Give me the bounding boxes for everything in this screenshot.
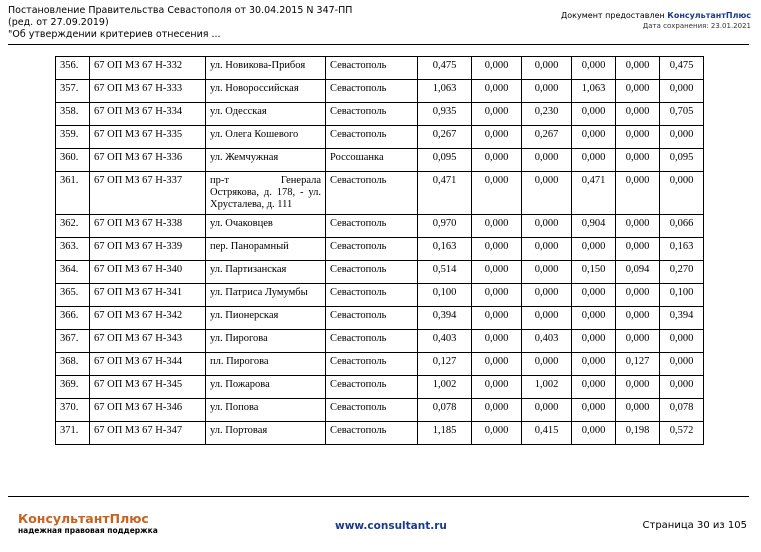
length-value-2: 0,000 [472, 215, 522, 238]
length-value-5: 0,000 [616, 215, 660, 238]
consultant-logo [18, 512, 158, 535]
street-name: ул. Пирогова [206, 330, 326, 353]
length-value-1: 1,002 [418, 376, 472, 399]
length-value-3: 0,000 [522, 80, 572, 103]
length-value-2: 0,000 [472, 399, 522, 422]
document-title [8, 5, 368, 41]
length-value-2: 0,000 [472, 353, 522, 376]
length-value-5: 0,127 [616, 353, 660, 376]
table-row [56, 399, 704, 422]
table-row [56, 215, 704, 238]
locality: Севастополь [326, 103, 418, 126]
road-code: 67 ОП МЗ 67 Н-341 [90, 284, 206, 307]
road-code: 67 ОП МЗ 67 Н-343 [90, 330, 206, 353]
street-name: ул. Очаковцев [206, 215, 326, 238]
doc-title-line-1: Постановление Правительства Севастополя от 30.04.2015 N 347-ПП [8, 5, 353, 16]
locality: Севастополь [326, 80, 418, 103]
length-value-5: 0,000 [616, 80, 660, 103]
road-code: 67 ОП МЗ 67 Н-345 [90, 376, 206, 399]
length-value-4: 0,150 [572, 261, 616, 284]
table-row [56, 103, 704, 126]
table-row [56, 172, 704, 215]
doc-title-line-3: "Об утверждении критериев отнесения ... [8, 29, 221, 40]
length-value-4: 0,000 [572, 284, 616, 307]
locality: Россошанка [326, 149, 418, 172]
row-number: 371. [56, 422, 90, 445]
locality: Севастополь [326, 238, 418, 261]
length-value-5: 0,198 [616, 422, 660, 445]
length-value-2: 0,000 [472, 330, 522, 353]
length-value-6: 0,705 [660, 103, 704, 126]
length-value-4: 0,000 [572, 103, 616, 126]
table-row [56, 330, 704, 353]
length-value-4: 0,000 [572, 399, 616, 422]
footer-divider [8, 496, 749, 497]
length-value-1: 0,078 [418, 399, 472, 422]
length-value-4: 0,000 [572, 57, 616, 80]
brand-link[interactable]: КонсультантПлюс [667, 11, 751, 20]
table-row [56, 238, 704, 261]
length-value-6: 0,000 [660, 353, 704, 376]
row-number: 365. [56, 284, 90, 307]
header-divider [8, 44, 749, 45]
length-value-5: 0,000 [616, 376, 660, 399]
table-row [56, 126, 704, 149]
length-value-5: 0,000 [616, 126, 660, 149]
row-number: 357. [56, 80, 90, 103]
street-name: ул. Олега Кошевого [206, 126, 326, 149]
length-value-2: 0,000 [472, 284, 522, 307]
length-value-6: 0,066 [660, 215, 704, 238]
length-value-6: 0,095 [660, 149, 704, 172]
length-value-6: 0,078 [660, 399, 704, 422]
length-value-4: 0,000 [572, 376, 616, 399]
length-value-1: 0,970 [418, 215, 472, 238]
road-code: 67 ОП МЗ 67 Н-347 [90, 422, 206, 445]
length-value-4: 0,000 [572, 330, 616, 353]
row-number: 366. [56, 307, 90, 330]
street-name: пл. Пирогова [206, 353, 326, 376]
length-value-4: 0,000 [572, 422, 616, 445]
locality: Севастополь [326, 422, 418, 445]
length-value-5: 0,000 [616, 399, 660, 422]
length-value-1: 0,471 [418, 172, 472, 215]
length-value-1: 0,267 [418, 126, 472, 149]
saved-date: Дата сохранения: 23.01.2021 [642, 22, 751, 30]
length-value-4: 0,904 [572, 215, 616, 238]
row-number: 362. [56, 215, 90, 238]
row-number: 360. [56, 149, 90, 172]
length-value-5: 0,000 [616, 172, 660, 215]
locality: Севастополь [326, 376, 418, 399]
row-number: 370. [56, 399, 90, 422]
length-value-3: 0,000 [522, 307, 572, 330]
length-value-3: 0,000 [522, 149, 572, 172]
length-value-6: 0,000 [660, 330, 704, 353]
road-code: 67 ОП МЗ 67 Н-344 [90, 353, 206, 376]
length-value-3: 0,000 [522, 261, 572, 284]
length-value-3: 0,000 [522, 284, 572, 307]
row-number: 358. [56, 103, 90, 126]
street-name: пер. Панорамный [206, 238, 326, 261]
page-total: 105 [727, 520, 747, 531]
logo-text: КонсультантПлюс [18, 511, 149, 526]
website-link[interactable]: www.consultant.ru [335, 520, 447, 532]
length-value-2: 0,000 [472, 261, 522, 284]
length-value-4: 0,471 [572, 172, 616, 215]
length-value-5: 0,000 [616, 307, 660, 330]
length-value-2: 0,000 [472, 149, 522, 172]
length-value-2: 0,000 [472, 57, 522, 80]
length-value-4: 1,063 [572, 80, 616, 103]
length-value-4: 0,000 [572, 238, 616, 261]
length-value-2: 0,000 [472, 238, 522, 261]
length-value-3: 1,002 [522, 376, 572, 399]
table-row [56, 376, 704, 399]
length-value-2: 0,000 [472, 422, 522, 445]
street-name: ул. Новороссийская [206, 80, 326, 103]
length-value-6: 0,163 [660, 238, 704, 261]
length-value-3: 0,403 [522, 330, 572, 353]
road-code: 67 ОП МЗ 67 Н-342 [90, 307, 206, 330]
locality: Севастополь [326, 126, 418, 149]
locality: Севастополь [326, 307, 418, 330]
length-value-1: 0,163 [418, 238, 472, 261]
doc-title-line-2: (ред. от 27.09.2019) [8, 17, 109, 28]
locality: Севастополь [326, 399, 418, 422]
street-name: ул. Патриса Лумумбы [206, 284, 326, 307]
length-value-2: 0,000 [472, 103, 522, 126]
length-value-6: 0,000 [660, 376, 704, 399]
road-code: 67 ОП МЗ 67 Н-346 [90, 399, 206, 422]
table-row [56, 422, 704, 445]
length-value-6: 0,475 [660, 57, 704, 80]
page-indicator [643, 520, 747, 531]
page-of: из [712, 520, 725, 531]
road-code: 67 ОП МЗ 67 Н-336 [90, 149, 206, 172]
length-value-5: 0,000 [616, 284, 660, 307]
table-row [56, 80, 704, 103]
length-value-2: 0,000 [472, 307, 522, 330]
page-current: 30 [696, 520, 710, 531]
length-value-3: 0,000 [522, 399, 572, 422]
provider-info [561, 11, 751, 31]
length-value-6: 0,000 [660, 172, 704, 215]
length-value-6: 0,270 [660, 261, 704, 284]
street-name: ул. Пионерская [206, 307, 326, 330]
page-label: Страница [642, 520, 694, 531]
length-value-5: 0,000 [616, 103, 660, 126]
row-number: 364. [56, 261, 90, 284]
length-value-3: 0,000 [522, 353, 572, 376]
street-name: ул. Пожарова [206, 376, 326, 399]
length-value-2: 0,000 [472, 80, 522, 103]
table-row [56, 149, 704, 172]
row-number: 361. [56, 172, 90, 215]
length-value-1: 1,185 [418, 422, 472, 445]
length-value-1: 1,063 [418, 80, 472, 103]
road-code: 67 ОП МЗ 67 Н-334 [90, 103, 206, 126]
locality: Севастополь [326, 330, 418, 353]
street-name: ул. Попова [206, 399, 326, 422]
length-value-4: 0,000 [572, 307, 616, 330]
length-value-5: 0,000 [616, 57, 660, 80]
length-value-3: 0,000 [522, 57, 572, 80]
length-value-1: 0,100 [418, 284, 472, 307]
length-value-2: 0,000 [472, 376, 522, 399]
locality: Севастополь [326, 57, 418, 80]
table-row [56, 307, 704, 330]
road-code: 67 ОП МЗ 67 Н-337 [90, 172, 206, 215]
length-value-1: 0,514 [418, 261, 472, 284]
row-number: 367. [56, 330, 90, 353]
road-code: 67 ОП МЗ 67 Н-339 [90, 238, 206, 261]
locality: Севастополь [326, 261, 418, 284]
street-name: ул. Жемчужная [206, 149, 326, 172]
street-name: пр-т Генерала Острякова, д. 178, - ул. Хрусталева, д. 111 [206, 172, 326, 215]
length-value-1: 0,127 [418, 353, 472, 376]
table-row [56, 261, 704, 284]
length-value-1: 0,475 [418, 57, 472, 80]
road-code: 67 ОП МЗ 67 Н-333 [90, 80, 206, 103]
length-value-6: 0,394 [660, 307, 704, 330]
length-value-3: 0,000 [522, 238, 572, 261]
row-number: 368. [56, 353, 90, 376]
street-name: ул. Новикова-Прибоя [206, 57, 326, 80]
road-code: 67 ОП МЗ 67 Н-338 [90, 215, 206, 238]
length-value-6: 0,000 [660, 80, 704, 103]
locality: Севастополь [326, 284, 418, 307]
street-name: ул. Портовая [206, 422, 326, 445]
length-value-1: 0,394 [418, 307, 472, 330]
roads-table-body [56, 57, 704, 445]
table-row [56, 57, 704, 80]
road-code: 67 ОП МЗ 67 Н-335 [90, 126, 206, 149]
length-value-2: 0,000 [472, 172, 522, 215]
length-value-3: 0,000 [522, 172, 572, 215]
length-value-1: 0,095 [418, 149, 472, 172]
table-row [56, 284, 704, 307]
length-value-2: 0,000 [472, 126, 522, 149]
length-value-1: 0,935 [418, 103, 472, 126]
row-number: 356. [56, 57, 90, 80]
length-value-4: 0,000 [572, 353, 616, 376]
road-code: 67 ОП МЗ 67 Н-340 [90, 261, 206, 284]
length-value-5: 0,094 [616, 261, 660, 284]
length-value-6: 0,572 [660, 422, 704, 445]
locality: Севастополь [326, 172, 418, 215]
length-value-3: 0,000 [522, 215, 572, 238]
length-value-4: 0,000 [572, 126, 616, 149]
length-value-6: 0,100 [660, 284, 704, 307]
length-value-3: 0,230 [522, 103, 572, 126]
length-value-4: 0,000 [572, 149, 616, 172]
row-number: 369. [56, 376, 90, 399]
street-name: ул. Партизанская [206, 261, 326, 284]
row-number: 363. [56, 238, 90, 261]
length-value-3: 0,267 [522, 126, 572, 149]
provided-by-label: Документ предоставлен [561, 11, 665, 20]
length-value-6: 0,000 [660, 126, 704, 149]
locality: Севастополь [326, 215, 418, 238]
road-code: 67 ОП МЗ 67 Н-332 [90, 57, 206, 80]
row-number: 359. [56, 126, 90, 149]
length-value-5: 0,000 [616, 238, 660, 261]
street-name: ул. Одесская [206, 103, 326, 126]
logo-tagline: надежная правовая поддержка [18, 526, 158, 535]
roads-table [55, 56, 704, 445]
length-value-5: 0,000 [616, 149, 660, 172]
length-value-3: 0,415 [522, 422, 572, 445]
locality: Севастополь [326, 353, 418, 376]
length-value-5: 0,000 [616, 330, 660, 353]
table-row [56, 353, 704, 376]
length-value-1: 0,403 [418, 330, 472, 353]
